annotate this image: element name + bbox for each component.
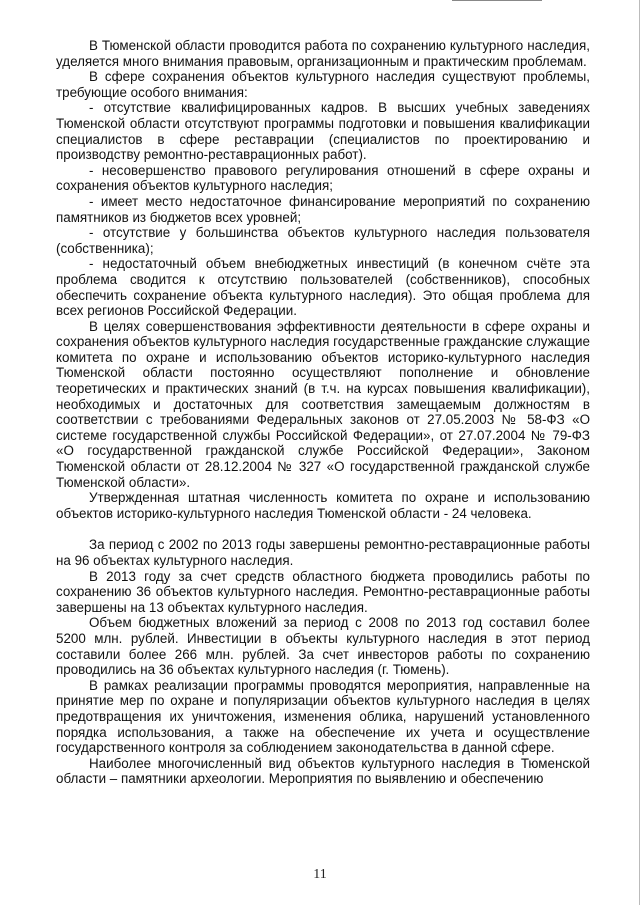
list-item-investment: - недостаточный объем внебюджетных инвестиций (в конечном счёте эта проблема сводится к отсутствию пользователей (собственников), способных обеспечить сохранение объекта культурного наследия). Это общая проблема для всех регионов Российской Федерации. — [56, 256, 590, 319]
list-item-staff: - отсутствие квалифицированных кадров. В высших учебных заведениях Тюменской области отсутствуют программы подготовки и повышения квалификации специалистов в сфере реставрации (специалистов по проектированию и производству ремонтно-реставрационных работ). — [56, 100, 590, 163]
list-item-owner: - отсутствие у большинства объектов культурного наследия пользователя (собственника); — [56, 225, 590, 256]
list-item-legal: - несовершенство правового регулирования отношений в сфере охраны и сохранения объектов культурного наследия; — [56, 162, 590, 194]
paragraph-2013: В 2013 году за счет средств областного бюджета проводились работы по сохранению 36 объектов культурного наследия. Ремонтно-реставрационные работы завершены на 13 объектах культурного наследия. — [56, 568, 590, 615]
paragraph-archaeology: Наиболее многочисленный вид объектов культурного наследия в Тюменской области – памятники археологии. Мероприятия по выявлению и обеспечению — [56, 755, 590, 787]
paragraph-civil-servants: В целях совершенствования эффективности деятельности в сфере охраны и сохранения объектов культурного наследия государственные гражданские служащие комитета по охране и использованию объектов историко-культурного наследия Тюменской области постоянно осуществляют пополнение и обновление теоретических и практических знаний (в т.ч. на курсах повышения квалификации), необходимых и достаточных для соответствия замещаемым должностям в соответствии с требованиями Федеральных законов от 27.05.2003 № 58-ФЗ «О системе государственной службы Российской Федерации», от 27.07.2004 № 79-ФЗ «О государственной гражданской службе Российской Федерации», Законом Тюменской области от 28.12.2004 № 327 «О государственной гражданской службе Тюменской области». — [56, 318, 590, 490]
document-body — [56, 38, 590, 787]
scan-edge-top — [452, 0, 542, 1]
paragraph-staff-count: Утвержденная штатная численность комитета по охране и использованию объектов историко-культурного наследия Тюменской области - 24 человека. — [56, 490, 590, 521]
list-item-funding: - имеет место недостаточное финансирование мероприятий по сохранению памятников из бюджетов всех уровней; — [56, 193, 590, 225]
paragraph-problems: В сфере сохранения объектов культурного наследия существуют проблемы, требующие особого внимания: — [56, 69, 590, 100]
paragraph-budget: Объем бюджетных вложений за период с 2008 по 2013 год составил более 5200 млн. рублей. Инвестиции в объекты культурного наследия в этот период составили более 266 млн. рублей. За счет инвесторов работы по сохранению проводились на 36 объектах культурного наследия (г. Тюмень). — [56, 615, 590, 678]
paragraph-restoration-period: За период с 2002 по 2013 годы завершены ремонтно-реставрационные работы на 96 объектах культурного наследия. — [56, 537, 590, 568]
page-number: 11 — [313, 867, 327, 882]
paragraph-program: В рамках реализации программы проводятся мероприятия, направленные на принятие мер по охране и популяризации объектов культурного наследия в целях предотвращения их уничтожения, изменения облика, нарушений установленного порядка использования, а также на обеспечение их учета и осуществление государственного контроля за соблюдением законодательства в данной сфере. — [56, 677, 590, 756]
paragraph-intro: В Тюменской области проводится работа по сохранению культурного наследия, уделяется много внимания правовым, организационным и практическим проблемам. — [56, 38, 590, 69]
